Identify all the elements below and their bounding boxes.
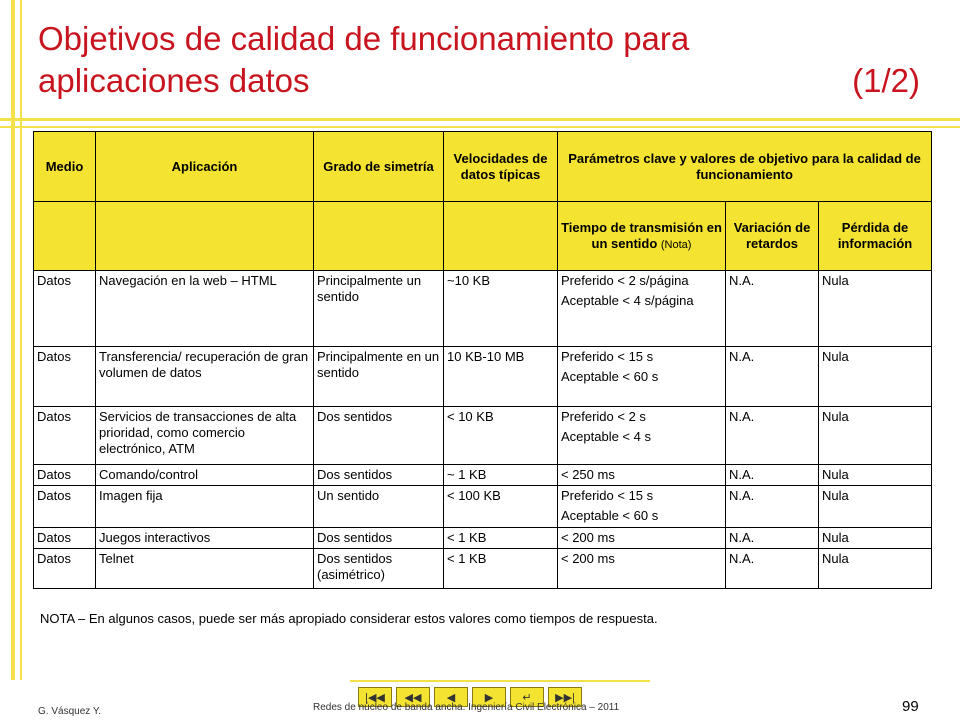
cell-variacion: N.A. bbox=[726, 549, 819, 589]
cell-simetria: Dos sentidos bbox=[314, 407, 444, 465]
cell-aplicacion: Navegación en la web – HTML bbox=[96, 271, 314, 347]
title-underline bbox=[0, 118, 960, 121]
first-icon: |◀◀ bbox=[365, 691, 385, 704]
slide-title-line-2: aplicaciones datos bbox=[38, 62, 310, 99]
header-variacion: Variación de retardos bbox=[726, 202, 819, 271]
cell-perdida: Nula bbox=[819, 271, 932, 347]
cell-medio: Datos bbox=[34, 486, 96, 528]
cell-perdida: Nula bbox=[819, 347, 932, 407]
cell-medio: Datos bbox=[34, 465, 96, 486]
previous-icon: ◀ bbox=[446, 691, 456, 704]
cell-simetria: Un sentido bbox=[314, 486, 444, 528]
cell-aplicacion: Transferencia/ recuperación de gran volumen de datos bbox=[96, 347, 314, 407]
cell-simetria: Dos sentidos bbox=[314, 465, 444, 486]
cell-variacion: N.A. bbox=[726, 528, 819, 549]
cell-tiempo-preferido: Preferido < 2 s bbox=[561, 409, 646, 424]
cell-tiempo-preferido: Preferido < 15 s bbox=[561, 349, 654, 364]
cell-velocidad: < 1 KB bbox=[444, 528, 558, 549]
cell-tiempo-aceptable: Aceptable < 4 s/página bbox=[561, 293, 694, 308]
cell-aplicacion: Servicios de transacciones de alta prioridad, como comercio electrónico, ATM bbox=[96, 407, 314, 465]
table-row bbox=[34, 528, 932, 549]
header-simetria: Grado de simetría bbox=[314, 132, 444, 202]
header-tiempo bbox=[558, 202, 726, 271]
table-row bbox=[34, 347, 932, 407]
cell-medio: Datos bbox=[34, 407, 96, 465]
header-tiempo-label: Tiempo de transmisión en un sentido bbox=[561, 219, 722, 251]
cell-aplicacion: Juegos interactivos bbox=[96, 528, 314, 549]
last-icon: ▶▶| bbox=[555, 691, 575, 704]
left-accent-bar bbox=[20, 0, 22, 680]
cell-aplicacion: Imagen fija bbox=[96, 486, 314, 528]
cell-tiempo bbox=[558, 271, 726, 347]
subheader-empty bbox=[96, 202, 314, 271]
cell-variacion: N.A. bbox=[726, 347, 819, 407]
cell-tiempo-aceptable: Aceptable < 60 s bbox=[561, 508, 659, 523]
cell-medio: Datos bbox=[34, 528, 96, 549]
cell-medio: Datos bbox=[34, 271, 96, 347]
cell-medio: Datos bbox=[34, 549, 96, 589]
cell-tiempo bbox=[558, 407, 726, 465]
cell-velocidad: ~ 1 KB bbox=[444, 465, 558, 486]
slide-title-part: (1/2) bbox=[852, 62, 920, 99]
cell-tiempo-aceptable: Aceptable < 60 s bbox=[561, 369, 659, 384]
slide-title-line-1: Objetivos de calidad de funcionamiento para bbox=[38, 20, 690, 57]
cell-variacion: N.A. bbox=[726, 486, 819, 528]
cell-simetria: Dos sentidos (asimétrico) bbox=[314, 549, 444, 589]
rewind-icon: ◀◀ bbox=[404, 691, 422, 704]
footer-course: Redes de núcleo de banda ancha. Ingeniería Civil Electrónica – 2011 bbox=[313, 702, 620, 713]
cell-perdida: Nula bbox=[819, 465, 932, 486]
table-row bbox=[34, 407, 932, 465]
cell-simetria: Principalmente un sentido bbox=[314, 271, 444, 347]
cell-tiempo bbox=[558, 486, 726, 528]
cell-variacion: N.A. bbox=[726, 465, 819, 486]
return-icon: ↵ bbox=[522, 691, 532, 704]
cell-perdida: Nula bbox=[819, 486, 932, 528]
cell-velocidad: < 1 KB bbox=[444, 549, 558, 589]
cell-velocidad: < 100 KB bbox=[444, 486, 558, 528]
header-row bbox=[34, 132, 932, 202]
cell-velocidad: < 10 KB bbox=[444, 407, 558, 465]
subheader-empty bbox=[444, 202, 558, 271]
header-medio: Medio bbox=[34, 132, 96, 202]
next-icon: ▶ bbox=[484, 691, 494, 704]
table-row bbox=[34, 271, 932, 347]
cell-velocidad: 10 KB-10 MB bbox=[444, 347, 558, 407]
header-tiempo-note: (Nota) bbox=[660, 238, 692, 251]
table-row bbox=[34, 486, 932, 528]
objectives-table bbox=[33, 131, 932, 589]
cell-simetria: Dos sentidos bbox=[314, 528, 444, 549]
subheader-empty bbox=[34, 202, 96, 271]
cell-tiempo-aceptable: Aceptable < 4 s bbox=[561, 429, 651, 444]
cell-tiempo: < 250 ms bbox=[558, 465, 726, 486]
title-underline bbox=[0, 126, 960, 128]
header-aplicacion: Aplicación bbox=[96, 132, 314, 202]
cell-perdida: Nula bbox=[819, 528, 932, 549]
page-number: 99 bbox=[902, 698, 919, 715]
table-row bbox=[34, 465, 932, 486]
subheader-row bbox=[34, 202, 932, 271]
cell-tiempo: < 200 ms bbox=[558, 528, 726, 549]
left-accent-bar bbox=[11, 0, 15, 680]
cell-perdida: Nula bbox=[819, 407, 932, 465]
header-velocidades: Velocidades de datos típicas bbox=[444, 132, 558, 202]
cell-perdida: Nula bbox=[819, 549, 932, 589]
cell-variacion: N.A. bbox=[726, 407, 819, 465]
table-row bbox=[34, 549, 932, 589]
cell-simetria: Principalmente en un sentido bbox=[314, 347, 444, 407]
cell-aplicacion: Comando/control bbox=[96, 465, 314, 486]
cell-tiempo: < 200 ms bbox=[558, 549, 726, 589]
footer-divider bbox=[350, 680, 650, 682]
cell-velocidad: ~10 KB bbox=[444, 271, 558, 347]
subheader-empty bbox=[314, 202, 444, 271]
table-footnote: NOTA – En algunos casos, puede ser más apropiado considerar estos valores como tiempos de respuesta. bbox=[40, 611, 658, 626]
header-parametros: Parámetros clave y valores de objetivo para la calidad de funcionamiento bbox=[558, 132, 932, 202]
cell-variacion: N.A. bbox=[726, 271, 819, 347]
cell-aplicacion: Telnet bbox=[96, 549, 314, 589]
cell-tiempo-preferido: Preferido < 15 s bbox=[561, 488, 654, 503]
cell-tiempo bbox=[558, 347, 726, 407]
header-perdida: Pérdida de información bbox=[819, 202, 932, 271]
footer-author: G. Vásquez Y. bbox=[38, 706, 102, 717]
cell-tiempo-preferido: Preferido < 2 s/página bbox=[561, 273, 689, 288]
cell-medio: Datos bbox=[34, 347, 96, 407]
